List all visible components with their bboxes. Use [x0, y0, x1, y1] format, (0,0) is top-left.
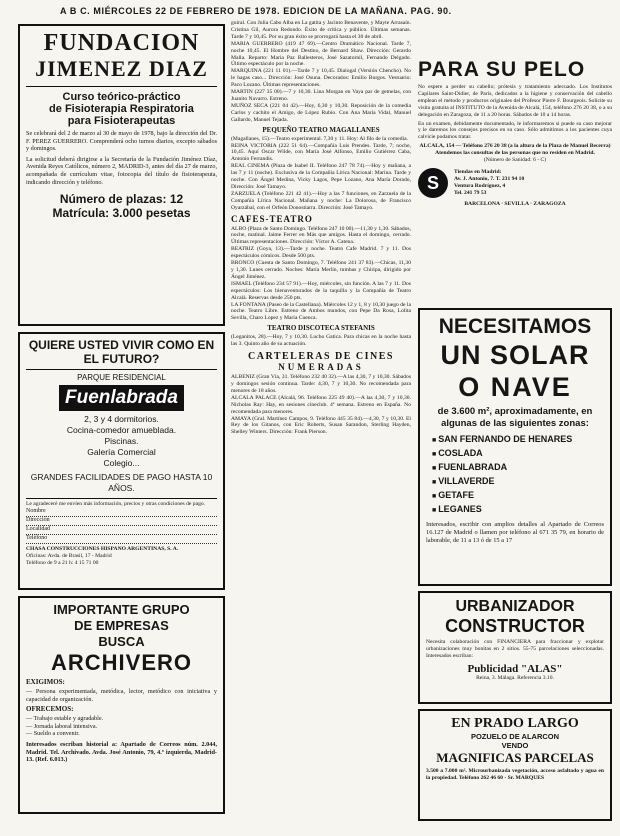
listing-para5: MUÑOZ SECA (221 04 42).—Hoy, 6,30 y 10,30. Reposición de la comedia Carlos y cachito el Amigo, de López Rubio. Con Ana María Vidal, Manuel Gallardo, Manuel Tejada.	[231, 102, 411, 123]
left-column	[18, 24, 225, 830]
vivir-phone-field: Teléfono	[26, 535, 217, 544]
pelo-body1: No espere a perder su cabello; prótesis y tratamiento adecuado. Los Institutos Capilares Saint-Didier, de París, dedicados a la higiene y conservación del cabello emplean el método y productos originales del Profesor Pierre F. Bourgeois. Solicite su visita gratuita al INSTITUTO de la Avenida de Alcalá, 154, teléfono 276 20 38, o a su delegación en Zaragoza, de 11 a 20 horas. Sábados de 10 a 14 horas.	[418, 84, 612, 118]
page-header: A B C. MIÉRCOLES 22 DE FEBRERO DE 1978. EDICION DE LA MAÑANA. PAG. 90.	[60, 6, 452, 16]
archivero-ofrec1: — Trabajo estable y agradable.	[26, 715, 104, 723]
vivir-line1: 2, 3 y 4 dormitorios.	[84, 414, 159, 424]
vivir-line4: Galería Comercial	[87, 447, 156, 457]
vivir-line5: Colegio...	[103, 458, 140, 468]
archivero-title1: IMPORTANTE GRUPO	[53, 602, 190, 617]
archivero-ofrec-head: OFRECEMOS:	[26, 705, 74, 714]
listing-para7: REINA VICTORIA (222 51 64).—Compañía Luis Prendes. Tarde, 7; noche, 10,45. Aquí Oscar Wilde, con María José Alfonso, Emilio Gutiérrez Caba, Antonio Ferrandis.	[231, 142, 411, 163]
solar-zone: ■ COSLADA	[432, 447, 604, 461]
ad-pelo	[418, 58, 612, 308]
vivir-city-field: Localidad	[26, 526, 217, 535]
urbanizador-pub-address: Reina, 3. Málaga. Referencia 3.10.	[476, 674, 554, 681]
solar-zone: ■ LEGANES	[432, 503, 604, 517]
vivir-address-field: Dirección	[26, 517, 217, 526]
listing-para12: BRONCO (Cuesta de Santo Domingo, 7. Teléfono 241 37 83).—Chicas, 11,30 y 1,30. Lunes cerrado. Noches: María Merlín, tumbas y Chiripa, dirigido por Ángel Jiménez.	[231, 260, 411, 280]
vivir-line2: Cocina-comedor amueblada.	[66, 425, 177, 435]
listing-para15: (Leganitos, 28).—Hoy, 7 y 10,30. Lucho Gatica. Para chicas en la noche hasta las 3. Quinto año de su actuación.	[231, 334, 411, 348]
listing-para8: REAL CINEMA (Plaza de Isabel II. Teléfono 247 78 74).—Hoy y mañana, a las 7 y 11 (noche). Exclusiva de la Compañía Lírica Nacional: Marina. Tarde y noche. Con Ángel Medina, Vicky Lagos, Pepe Lozano, Ana María Dorado, Dirección: José Tamayo.	[231, 163, 411, 190]
ad-urbanizador	[418, 591, 612, 704]
fundacion-title1: FUNDACION	[43, 30, 200, 56]
ad-vivir	[18, 332, 225, 590]
vivir-title: QUIERE USTED VIVIR COMO EN EL FUTURO?	[26, 338, 217, 370]
ad-prado-largo	[418, 709, 612, 821]
fundacion-body1: Se celebrará del 2 de marzo al 30 de mayo de 1978, bajo la dirección del Dr. F. PEREZ GUERRERO. Comprenderá ocho turnos diarios, excepto sábados y domingos.	[26, 130, 217, 153]
solar-zone: ■ VILLAVERDE	[432, 475, 604, 489]
archivero-ofrec3: — Sueldo a convenir.	[26, 730, 80, 738]
pelo-cities: BARCELONA · SEVILLA · ZARAGOZA	[464, 200, 566, 207]
vivir-form-intro: Le agradeceré me envíen más información, precios y otras condiciones de pago.	[26, 498, 217, 508]
fundacion-subtitle2: de Fisioterapia Respiratoria	[49, 103, 194, 115]
fundacion-title2: JIMENEZ DIAZ	[26, 56, 217, 87]
listing-para17: ALCALA PALACE (Alcalá, 96. Teléfono 225 49 40).—A las 4,30, 7 y 10,30. Nicholas Ray: Hay, en sesiones cineclub. 4ª semana. Estreno en España. No recomendada para menores.	[231, 394, 411, 415]
listing-para2: MARIA GUERRERO (419 47 69).—Centro Dramático Nacional. Tarde 7, noche 10,45. El Hombre del Destino, de Bernard Shaw. Dirección: Gerardo Malla. Reparto: Maria Paz Ballesteros, José Sazatornil, Fernando Delgado. Último espectáculo por la noche.	[231, 40, 411, 68]
vivir-company-phone: Teléfono de 9 a 21 h: 4 15 71 00	[26, 559, 99, 566]
section-carteleras-cines: CARTELERAS DE CINES	[248, 351, 394, 363]
urbanizador-title2: CONSTRUCTOR	[445, 616, 585, 636]
ad-solar	[418, 308, 612, 586]
solar-title3: O NAVE	[458, 372, 572, 402]
prado-vendo: VENDO	[501, 741, 529, 750]
prado-body: 3.500 a 7.000 m². Microurbanizada vegetación, acceso asfaltado y agua en la propiedad. Teléfono 262 46 60 - Sr. MARQUES	[426, 768, 604, 781]
vivir-line3: Piscinas.	[104, 436, 139, 446]
bourgeois-line3: Tel. 241 79 53	[454, 189, 487, 196]
listing-para1: guiral. Con Julia Cabo Alba en La gatita y Jacinto Benavente, y Mayte Arrasaín. Cristina Gil, Aurora Redondo. Éxito de crítica y público. Últimas semanas. Tarde 7 y 10,45. Por su gran éxito se prorrogará hasta el 30 de abril.	[231, 20, 411, 40]
bourgeois-head: Tiendas en Madrid:	[454, 169, 502, 176]
archivero-contact: Interesados escriban historial a: Apartado de Correos núm. 2.044, Madrid. Tel. Archivado. Avda. José Antonio, 79, 4.º izquierda, Madrid-13. (Ref. 6.013.)	[26, 740, 217, 764]
prado-title: EN PRADO LARGO	[451, 716, 579, 731]
listing-para9: ZARZUELA (Teléfono 221 42 41).—Hoy a las 7 funciones, en Zarzuela de la Compañía Lírica Nacional. Mañana y noche: La Dolorosa, de Francisco Oyarzábal, con el Orfeón Donostiarra. Dirección: José Tamayo.	[231, 190, 411, 211]
listing-para3: MARQUINA (221 11 01).—Tarde 7 y 10,45. Dialogal (Versión Chencho). No le hagas caso... Dirección: José Osuna. Decorados: Emilio Burgos. Vestuario: Paco Lozano. Últimas representaciones.	[231, 68, 411, 89]
archivero-title2: DE EMPRESAS	[74, 618, 169, 633]
fundacion-subtitle1: Curso teórico-práctico	[62, 91, 181, 103]
listing-para6: (Magallanes, 15).—Teatro experimental. 7,30 y 11. Hoy: Al filo de la comedia.	[231, 135, 408, 142]
bourgeois-line1: Av. J. Antonio, 7. T. 231 94 10	[454, 176, 525, 183]
middle-column	[231, 20, 411, 830]
vivir-name-field: Nombre	[26, 508, 217, 517]
listing-para14: LA FONTANA (Paseo de la Castellana). Miércoles 12 y 1, 8 y 10,30 juego de la noche. Teatro Libre. Estreno de Ambos mundos, con Pepe Da Rosa, Lolita Sevilla, Charo Lopez y María Cuenca.	[231, 301, 411, 322]
urbanizador-body: Necesita colaboración con FINANCIERA para fraccionar y explotar urbanizaciones muy bonitas en 2 sitios. 55-75 parcelaciones seleccionadas. Interesados escriban:	[426, 639, 604, 659]
pelo-reg: (Número de Sanidad: 6 - C)	[483, 157, 547, 164]
archivero-busca: BUSCA	[98, 634, 145, 649]
fundacion-plazas: Número de plazas: 12	[59, 192, 184, 207]
vivir-company-address: Oficinas: Avda. de Brasil, 17 - Madrid	[26, 552, 112, 559]
listing-para10: ALBO (Plaza de Santo Domingo. Teléfono 247 10 00).—11,30 y 1,30. Sábados, noche, matinal. Jaime Ferrer en Más que amigos. Hasta el domingo, cerrado. Últimas representaciones. Dirección: Víctor A. Catena.	[231, 225, 411, 246]
section-stefanis: TEATRO DISCOTECA STEFANIS	[267, 324, 375, 333]
section-cafes-teatro: CAFES-TEATRO	[231, 213, 313, 224]
fundacion-matricula: Matrícula: 3.000 pesetas	[52, 206, 191, 221]
ad-fundacion	[18, 24, 225, 326]
listing-para11: BEATRIZ (Goya, 13).—Tarde y noche. Teatro Cafe Madrid. 7 y 11. Dos espectáculos cómicos. Desde 500 pts.	[231, 246, 411, 260]
fundacion-subtitle3: para Fisioterapeutas	[67, 115, 176, 127]
pelo-contact2: Atendemos las consultas de las personas que no residen en Madrid.	[435, 150, 595, 157]
pelo-title: PARA SU PELO	[418, 58, 586, 81]
pelo-body2: En un examen, debidamente documentado, le informaremos si puede su caso mejorar y le daremos los consejos precisos en su caso. Sólo admitimos a los pacientes cuya calvicie podamos tratar.	[418, 120, 612, 141]
solar-body: de 3.600 m², aproximadamente, en algunas de las siguientes zonas:	[437, 406, 593, 429]
pelo-contact: ALCALA, 154 — Teléfono 276 20 38 (a la altura de la Plaza de Manuel Becerra)	[419, 143, 611, 150]
archivero-title3: ARCHIVERO	[50, 650, 192, 675]
ad-archivero	[18, 596, 225, 814]
solar-zone: ■ SAN FERNANDO DE HENARES	[432, 433, 604, 447]
vivir-company: CHASA CONSTRUCCIONES HISPANO ARGENTINAS, S. A.	[26, 545, 179, 552]
fuenlabrada-logo: Fuenlabrada	[59, 385, 184, 411]
section-numeradas: NUMERADAS	[278, 362, 364, 373]
listing-para18: AMAYA (Gral. Martínez Campos, 9. Teléfono 445 35 84).—4,30, 7 y 10,30. El Rey de los Gitanos, con Eric Roberts, Susan Sarandon, Sterling Hayden, Shelley Winters. Dirección: Frank Pierson.	[231, 415, 411, 436]
right-column	[418, 58, 612, 830]
solar-title1: NECESITAMOS	[438, 315, 592, 338]
bourgeois-s-logo: S	[418, 168, 448, 198]
prado-sub: POZUELO DE ALARCON	[470, 732, 560, 741]
listing-para16: ALBENIZ (Gran Vía, 31. Teléfono 232 40 32).—A las 4,30, 7 y 10,30. Sábados y domingos sesión continua. Tarde: 4,30, 7 y 10,30. No recomendada para menores de 18 años.	[231, 374, 411, 394]
solar-contact: Interesados, escribir con amplios detalles al Apartado de Correos 16.127 de Madrid o llamen por teléfono al 671 35 79, en horario de laborable, de 11 a 13 ó de 15 a 17	[426, 521, 604, 544]
archivero-exig: — Persona experimentada, metódica, lector, metódico con iniciativa y capacidad de organización.	[26, 688, 217, 703]
listing-para13: ISMAEL (Teléfono 234 57 91).—Hoy, miércoles, sin función. A las 7 y 11. Dos espectáculos: Los bienaventurados de la taquilla y la Compañía de Teatro Alcalá. Reservas desde 250 pts.	[231, 280, 411, 301]
solar-zone: ■ FUENLABRADA	[432, 461, 604, 475]
prado-magnificas: MAGNIFICAS PARCELAS	[436, 750, 594, 765]
archivero-ofrec2: — Jornada laboral intensiva.	[26, 722, 98, 730]
urbanizador-title1: URBANIZADOR	[455, 598, 575, 615]
solar-title2: UN SOLAR	[440, 340, 590, 370]
bourgeois-line2: Ventura Rodríguez, 4	[454, 182, 506, 189]
urbanizador-publicidad: Publicidad "ALAS"	[467, 662, 563, 675]
section-pequeno-teatro: PEQUEÑO TEATRO MAGALLANES	[262, 125, 380, 134]
solar-zone: ■ GETAFE	[432, 489, 604, 503]
vivir-parque: PARQUE RESIDENCIAL	[77, 373, 166, 382]
listing-para4: MARTIN (227 35 00).—7 y 10,30. Lina Morgan en Vaya par de gemelas, con Juanito Navarro. Estreno.	[231, 89, 411, 102]
archivero-exig-head: EXIGIMOS:	[26, 678, 65, 686]
vivir-offer: GRANDES FACILIDADES DE PAGO HASTA 10 AÑOS.	[30, 472, 213, 493]
fundacion-body2: La solicitud deberá dirigirse a la Secretaría de la Fundación Jiménez Díaz, Avenida Reyes Católicos, número 2, MADRID-3, antes del día 27 de marzo, acompañada de currículum vitae, fotocopia del título de fisioterapeuta, indicando dirección y teléfono.	[26, 155, 217, 186]
solar-zones	[432, 433, 604, 517]
